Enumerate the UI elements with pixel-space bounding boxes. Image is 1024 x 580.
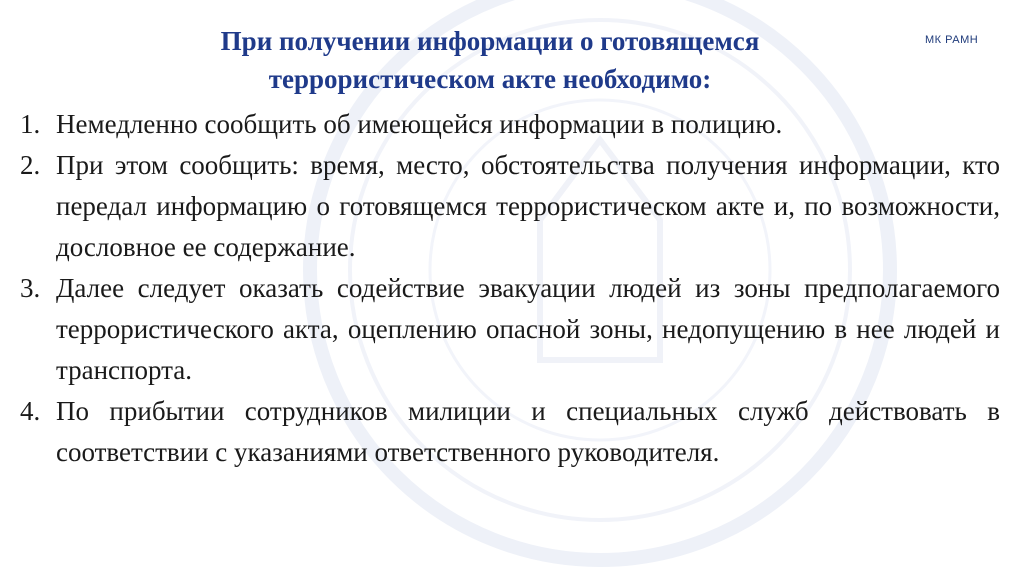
item-text: Далее следует оказать содействие эвакуации людей из зоны предполагаемого террористического акта, оцеплению опасной зоны, недопущению в нее людей и транспорта. xyxy=(56,273,1000,385)
item-number: 2. xyxy=(20,150,41,180)
title-line-2: террористическом акте необходимо: xyxy=(268,64,712,94)
item-text: По прибытии сотрудников милиции и специальных служб действовать в соответствии с указаниями ответственного руководителя. xyxy=(56,396,1000,467)
list-item xyxy=(20,268,1000,391)
page-title xyxy=(140,22,840,98)
item-number: 1. xyxy=(20,109,41,139)
brand-label: МК РАМН xyxy=(925,34,979,46)
item-text: Немедленно сообщить об имеющейся информации в полицию. xyxy=(56,109,783,139)
title-line-1: При получении информации о готовящемся xyxy=(220,26,760,56)
list-item xyxy=(20,104,1000,145)
instruction-list xyxy=(20,104,1000,473)
item-text: При этом сообщить: время, место, обстоятельства получения информации, кто передал информацию о готовящемся террористическом акте и, по возможности, дословное ее содержание. xyxy=(56,150,1000,262)
list-item xyxy=(20,145,1000,268)
list-item xyxy=(20,391,1000,473)
item-number: 4. xyxy=(20,396,41,426)
item-number: 3. xyxy=(20,273,41,303)
